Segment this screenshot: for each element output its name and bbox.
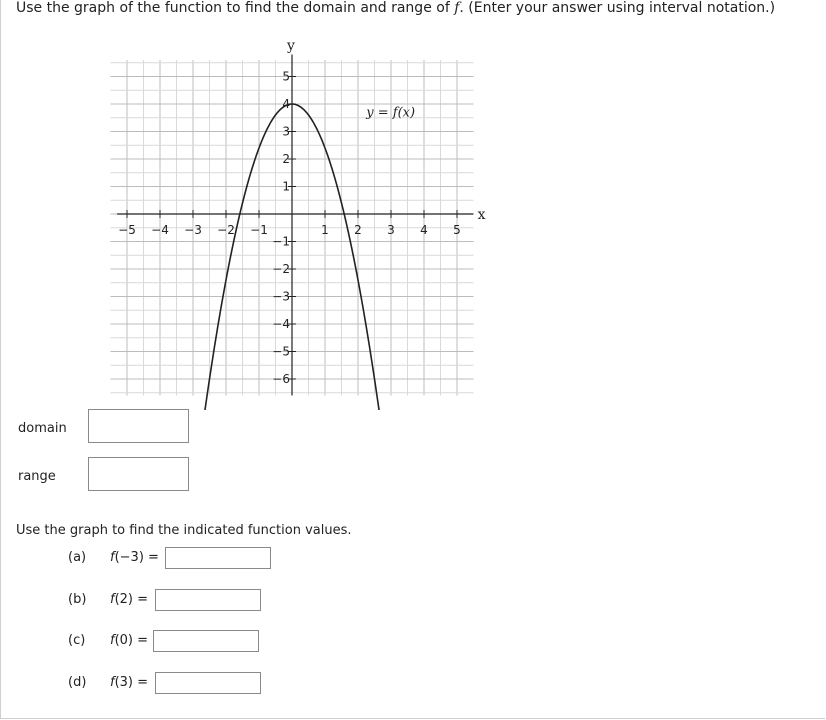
domain-input[interactable]	[88, 409, 189, 443]
y-tick-label: 2	[282, 152, 290, 166]
range-input[interactable]	[88, 457, 189, 491]
part-b-letter: (b)	[68, 592, 87, 607]
part-c-letter: (c)	[68, 633, 86, 648]
part-d: (d) f(3) =	[68, 675, 149, 690]
domain-label: domain	[18, 421, 67, 436]
part-a: (a) f(−3) =	[68, 550, 159, 565]
y-tick-label: −6	[272, 372, 290, 386]
prompt-function-name: f	[454, 0, 460, 16]
x-tick-label: 1	[321, 223, 329, 237]
function-values-instruction: Use the graph to find the indicated function values.	[16, 523, 352, 538]
part-a-letter: (a)	[68, 550, 87, 565]
question-prompt: Use the graph of the function to find the domain and range of f. (Enter your answer using interval notation.)	[16, 0, 776, 16]
x-tick-label: −2	[217, 223, 235, 237]
y-tick-label: 5	[282, 69, 290, 84]
part-d-letter: (d)	[68, 675, 87, 690]
x-tick-label: 2	[354, 223, 362, 237]
y-tick-label: 4	[282, 97, 290, 111]
y-tick-label: −2	[272, 262, 290, 276]
y-tick-label: 1	[282, 179, 290, 194]
y-tick-label: −1	[272, 234, 290, 249]
x-tick-label: −5	[118, 223, 136, 237]
part-b-input[interactable]	[155, 589, 261, 611]
y-tick-label: −5	[272, 344, 290, 359]
x-tick-label: −4	[151, 223, 169, 237]
x-tick-label: 5	[453, 223, 461, 237]
y-tick-label: −3	[272, 289, 290, 304]
curve-label: y = f(x)	[366, 105, 416, 121]
x-axis-label: x	[477, 207, 486, 223]
range-label: range	[18, 469, 56, 484]
part-a-input[interactable]	[165, 547, 271, 569]
part-c-input[interactable]	[153, 630, 259, 652]
y-tick-label: −4	[272, 317, 290, 331]
y-tick-label: 3	[282, 124, 290, 139]
part-b: (b) f(2) =	[68, 592, 149, 607]
x-tick-label: −3	[184, 223, 202, 237]
part-d-input[interactable]	[155, 672, 261, 694]
part-c: (c) f(0) =	[68, 633, 149, 648]
x-tick-label: 4	[420, 223, 428, 237]
x-tick-label: 3	[387, 223, 395, 237]
x-tick-label: −1	[250, 223, 268, 237]
y-axis-label: y	[287, 38, 295, 54]
